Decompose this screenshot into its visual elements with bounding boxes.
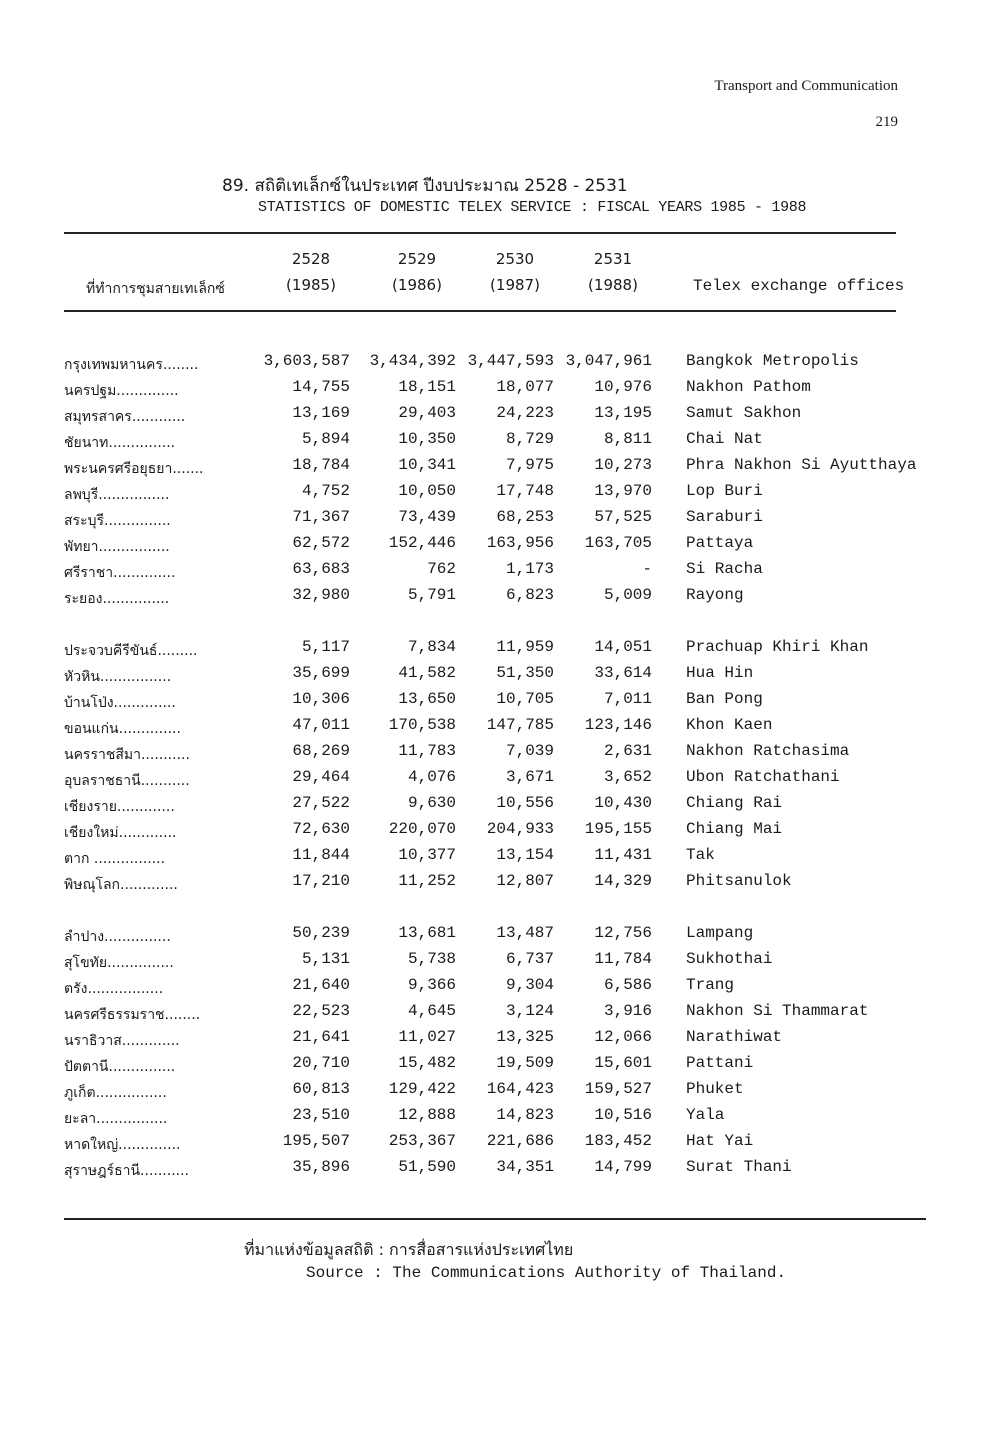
table-row (0, 636, 990, 662)
value-1987: 68,253 (496, 508, 554, 526)
value-1986: 10,050 (398, 482, 456, 500)
value-1987: 19,509 (496, 1054, 554, 1072)
office-name-english: Chai Nat (686, 430, 763, 448)
value-1987: 13,325 (496, 1028, 554, 1046)
table-row (0, 688, 990, 714)
value-1986: 11,027 (398, 1028, 456, 1046)
table-row (0, 506, 990, 532)
value-1988: 195,155 (584, 820, 652, 838)
office-name-english: Nakhon Ratchasima (686, 742, 850, 760)
office-name-english: Samut Sakhon (686, 404, 802, 422)
value-1986: 11,252 (398, 872, 456, 890)
value-1988: 14,329 (594, 872, 652, 890)
table-row (0, 584, 990, 610)
value-1987: 34,351 (496, 1158, 554, 1176)
office-name-english: Phitsanulok (686, 872, 792, 890)
value-1985: 13,169 (292, 404, 350, 422)
value-1986: 220,070 (388, 820, 456, 838)
office-name-english: Ubon Ratchathani (686, 768, 840, 786)
office-name-thai: พิษณุโลก............. (64, 877, 178, 893)
office-name-thai: สมุทรสาคร............ (64, 409, 186, 425)
office-name-english: Phra Nakhon Si Ayutthaya (686, 456, 917, 474)
table-row (0, 454, 990, 480)
table-row (0, 948, 990, 974)
table-row (0, 922, 990, 948)
value-1987: 18,077 (496, 378, 554, 396)
value-1985: 35,896 (292, 1158, 350, 1176)
value-1988: - (642, 560, 652, 578)
value-1986: 129,422 (388, 1080, 456, 1098)
office-name-english: Bangkok Metropolis (686, 352, 859, 370)
office-name-thai: พัทยา................ (64, 539, 170, 555)
table-row (0, 376, 990, 402)
office-name-thai: ลำปาง............... (64, 929, 171, 945)
value-1987: 24,223 (496, 404, 554, 422)
office-name-thai: หัวหิน................ (64, 669, 172, 685)
table-row (0, 1078, 990, 1104)
value-1987: 164,423 (486, 1080, 554, 1098)
value-1987: 8,729 (505, 430, 554, 448)
value-1987: 9,304 (505, 976, 554, 994)
header-year-be-1: 2528 (291, 250, 331, 268)
table-row (0, 766, 990, 792)
office-name-thai: อุบลราชธานี........... (64, 773, 190, 789)
value-1988: 3,916 (603, 1002, 652, 1020)
value-1985: 47,011 (292, 716, 350, 734)
value-1986: 51,590 (398, 1158, 456, 1176)
value-1987: 7,039 (505, 742, 554, 760)
value-1987: 6,737 (505, 950, 554, 968)
office-name-thai: เชียงราย............. (64, 799, 175, 815)
value-1986: 9,630 (407, 794, 456, 812)
value-1986: 762 (427, 560, 456, 578)
office-name-english: Trang (686, 976, 735, 994)
value-1986: 10,341 (398, 456, 456, 474)
value-1988: 2,631 (603, 742, 652, 760)
table-row (0, 1104, 990, 1130)
value-1988: 11,431 (594, 846, 652, 864)
row-group (0, 636, 990, 896)
value-1985: 35,699 (292, 664, 350, 682)
running-head: Transport and Communication (714, 78, 898, 94)
table-row (0, 558, 990, 584)
office-name-thai: พระนครศรีอยุธยา....... (64, 461, 204, 477)
table-row (0, 1130, 990, 1156)
value-1986: 13,681 (398, 924, 456, 942)
value-1985: 10,306 (292, 690, 350, 708)
office-name-english: Rayong (686, 586, 744, 604)
row-group (0, 922, 990, 1182)
value-1987: 163,956 (486, 534, 554, 552)
value-1985: 22,523 (292, 1002, 350, 1020)
table-row (0, 350, 990, 376)
value-1985: 68,269 (292, 742, 350, 760)
value-1988: 163,705 (584, 534, 652, 552)
value-1986: 41,582 (398, 664, 456, 682)
value-1988: 12,756 (594, 924, 652, 942)
office-name-english: Tak (686, 846, 715, 864)
table-header-rule (64, 310, 896, 312)
value-1987: 11,959 (496, 638, 554, 656)
table-row (0, 480, 990, 506)
value-1986: 3,434,392 (369, 352, 456, 370)
row-group (0, 350, 990, 610)
value-1988: 13,970 (594, 482, 652, 500)
header-year-ad-2: (1986) (392, 276, 442, 294)
office-name-english: Nakhon Pathom (686, 378, 811, 396)
office-name-thai: ประจวบคีรีขันธ์......... (64, 643, 198, 659)
office-name-thai: ยะลา................ (64, 1111, 168, 1127)
office-name-thai: ปัตตานี............... (64, 1059, 176, 1075)
office-name-thai: ลพบุรี................ (64, 487, 170, 503)
table-row (0, 1052, 990, 1078)
value-1988: 57,525 (594, 508, 652, 526)
office-name-thai: ชัยนาท............... (64, 435, 176, 451)
office-name-english: Hat Yai (686, 1132, 754, 1150)
office-name-english: Pattani (686, 1054, 754, 1072)
table-row (0, 662, 990, 688)
table-title-thai: 89. สถิติเทเล็กซ์ในประเทศ ปีงบประมาณ 2528 - 2531 (222, 176, 628, 196)
value-1985: 17,210 (292, 872, 350, 890)
office-name-english: Lampang (686, 924, 754, 942)
value-1985: 21,641 (292, 1028, 350, 1046)
office-name-thai: ตาก ................ (64, 851, 166, 867)
office-name-thai: เชียงใหม่............. (64, 825, 177, 841)
value-1988: 13,195 (594, 404, 652, 422)
value-1986: 253,367 (388, 1132, 456, 1150)
value-1987: 17,748 (496, 482, 554, 500)
value-1987: 3,447,593 (467, 352, 554, 370)
table-row (0, 1000, 990, 1026)
value-1985: 23,510 (292, 1106, 350, 1124)
value-1987: 14,823 (496, 1106, 554, 1124)
table-row (0, 740, 990, 766)
table-row (0, 870, 990, 896)
value-1988: 14,051 (594, 638, 652, 656)
value-1987: 3,671 (505, 768, 554, 786)
table-row (0, 818, 990, 844)
office-name-thai: สระบุรี............... (64, 513, 171, 529)
table-row (0, 1156, 990, 1182)
value-1985: 72,630 (292, 820, 350, 838)
value-1988: 183,452 (584, 1132, 652, 1150)
office-name-thai: ศรีราชา.............. (64, 565, 176, 581)
value-1985: 4,752 (301, 482, 350, 500)
value-1986: 18,151 (398, 378, 456, 396)
value-1987: 3,124 (505, 1002, 554, 1020)
table-title-english: STATISTICS OF DOMESTIC TELEX SERVICE : FISCAL YEARS 1985 - 1988 (258, 199, 807, 216)
value-1988: 7,011 (603, 690, 652, 708)
value-1987: 10,556 (496, 794, 554, 812)
value-1985: 5,117 (301, 638, 350, 656)
office-name-thai: นครราชสีมา........... (64, 747, 190, 763)
page-number: 219 (875, 114, 898, 130)
value-1988: 10,516 (594, 1106, 652, 1124)
value-1985: 27,522 (292, 794, 350, 812)
value-1988: 159,527 (584, 1080, 652, 1098)
value-1985: 11,844 (292, 846, 350, 864)
value-1986: 11,783 (398, 742, 456, 760)
table-row (0, 428, 990, 454)
value-1987: 51,350 (496, 664, 554, 682)
office-name-thai: นราธิวาส............. (64, 1033, 180, 1049)
office-name-english: Ban Pong (686, 690, 763, 708)
value-1985: 71,367 (292, 508, 350, 526)
office-name-english: Khon Kaen (686, 716, 773, 734)
office-name-thai: นครปฐม.............. (64, 383, 179, 399)
value-1985: 5,131 (301, 950, 350, 968)
table-row (0, 402, 990, 428)
header-year-be-4: 2531 (593, 250, 633, 268)
table-row (0, 844, 990, 870)
table-top-rule (64, 232, 896, 234)
value-1986: 5,791 (407, 586, 456, 604)
value-1986: 10,350 (398, 430, 456, 448)
value-1985: 29,464 (292, 768, 350, 786)
value-1988: 6,586 (603, 976, 652, 994)
office-name-thai: บ้านโป่ง.............. (64, 695, 176, 711)
value-1987: 147,785 (486, 716, 554, 734)
value-1986: 4,645 (407, 1002, 456, 1020)
value-1986: 13,650 (398, 690, 456, 708)
value-1987: 221,686 (486, 1132, 554, 1150)
value-1987: 7,975 (505, 456, 554, 474)
table-row (0, 532, 990, 558)
value-1988: 3,047,961 (565, 352, 652, 370)
office-name-english: Chiang Mai (686, 820, 783, 838)
office-name-english: Hua Hin (686, 664, 754, 682)
table-row (0, 974, 990, 1000)
office-name-thai: สุราษฎร์ธานี........... (64, 1163, 190, 1179)
office-name-english: Prachuap Khiri Khan (686, 638, 869, 656)
office-name-thai: กรุงเทพมหานคร........ (64, 357, 199, 373)
value-1985: 60,813 (292, 1080, 350, 1098)
table-row (0, 714, 990, 740)
office-name-english: Narathiwat (686, 1028, 783, 1046)
value-1987: 204,933 (486, 820, 554, 838)
office-name-thai: ระยอง............... (64, 591, 170, 607)
header-office-thai: ที่ทำการชุมสายเทเล็กซ์ (86, 281, 225, 297)
value-1985: 62,572 (292, 534, 350, 552)
value-1985: 14,755 (292, 378, 350, 396)
source-note-english: Source : The Communications Authority of Thailand. (306, 1264, 787, 1282)
office-name-english: Chiang Rai (686, 794, 783, 812)
value-1986: 73,439 (398, 508, 456, 526)
table-body (0, 350, 990, 1182)
value-1986: 4,076 (407, 768, 456, 786)
value-1985: 195,507 (282, 1132, 350, 1150)
office-name-thai: หาดใหญ่.............. (64, 1137, 181, 1153)
value-1985: 32,980 (292, 586, 350, 604)
value-1986: 152,446 (388, 534, 456, 552)
office-name-thai: ตรัง................. (64, 981, 164, 997)
table-bottom-rule (64, 1218, 926, 1220)
office-name-thai: ขอนแก่น.............. (64, 721, 181, 737)
value-1988: 10,273 (594, 456, 652, 474)
value-1987: 13,154 (496, 846, 554, 864)
value-1986: 170,538 (388, 716, 456, 734)
value-1988: 12,066 (594, 1028, 652, 1046)
office-name-english: Pattaya (686, 534, 754, 552)
table-row (0, 792, 990, 818)
value-1988: 11,784 (594, 950, 652, 968)
value-1986: 9,366 (407, 976, 456, 994)
value-1986: 15,482 (398, 1054, 456, 1072)
office-name-thai: สุโขทัย............... (64, 955, 174, 971)
office-name-english: Sukhothai (686, 950, 773, 968)
office-name-english: Phuket (686, 1080, 744, 1098)
value-1988: 8,811 (603, 430, 652, 448)
header-year-ad-4: (1988) (588, 276, 638, 294)
office-name-english: Saraburi (686, 508, 763, 526)
value-1988: 10,430 (594, 794, 652, 812)
value-1988: 10,976 (594, 378, 652, 396)
value-1985: 50,239 (292, 924, 350, 942)
value-1987: 12,807 (496, 872, 554, 890)
header-year-be-3: 2530 (495, 250, 535, 268)
value-1986: 12,888 (398, 1106, 456, 1124)
value-1988: 3,652 (603, 768, 652, 786)
value-1985: 18,784 (292, 456, 350, 474)
value-1988: 5,009 (603, 586, 652, 604)
value-1985: 20,710 (292, 1054, 350, 1072)
value-1988: 33,614 (594, 664, 652, 682)
value-1986: 5,738 (407, 950, 456, 968)
value-1987: 6,823 (505, 586, 554, 604)
header-year-ad-3: (1987) (490, 276, 540, 294)
office-name-english: Yala (686, 1106, 725, 1124)
office-name-english: Si Racha (686, 560, 763, 578)
value-1987: 1,173 (505, 560, 554, 578)
office-name-english: Surat Thani (686, 1158, 792, 1176)
table-row (0, 1026, 990, 1052)
value-1986: 29,403 (398, 404, 456, 422)
office-name-english: Lop Buri (686, 482, 763, 500)
value-1988: 14,799 (594, 1158, 652, 1176)
header-year-be-2: 2529 (397, 250, 437, 268)
value-1985: 21,640 (292, 976, 350, 994)
office-name-english: Nakhon Si Thammarat (686, 1002, 869, 1020)
header-year-ad-1: (1985) (286, 276, 336, 294)
source-note-thai: ที่มาแห่งข้อมูลสถิติ : การสื่อสารแห่งประเทศไทย (244, 1240, 574, 1259)
value-1987: 10,705 (496, 690, 554, 708)
value-1986: 10,377 (398, 846, 456, 864)
value-1988: 123,146 (584, 716, 652, 734)
header-office-english: Telex exchange offices (693, 277, 905, 295)
value-1988: 15,601 (594, 1054, 652, 1072)
value-1986: 7,834 (407, 638, 456, 656)
office-name-thai: นครศรีธรรมราช........ (64, 1007, 201, 1023)
value-1985: 3,603,587 (263, 352, 350, 370)
office-name-thai: ภูเก็ต................ (64, 1085, 167, 1101)
value-1987: 13,487 (496, 924, 554, 942)
value-1985: 5,894 (301, 430, 350, 448)
value-1985: 63,683 (292, 560, 350, 578)
